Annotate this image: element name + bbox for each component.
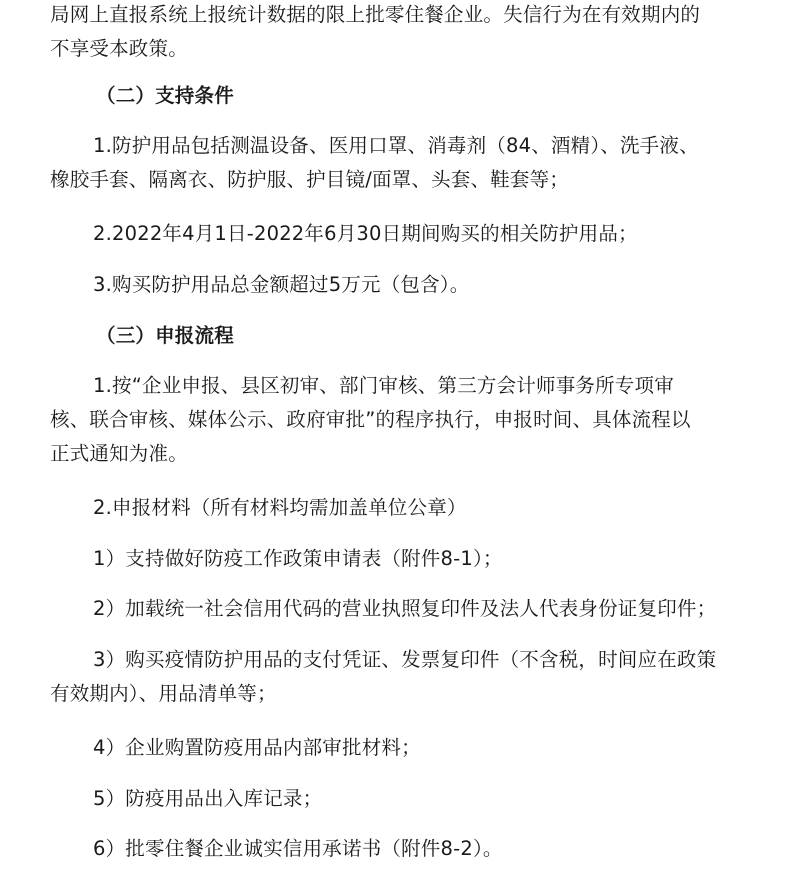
section-heading-support-conditions: （二）支持条件 [96, 84, 234, 107]
paragraph-line: 橡胶手套、隔离衣、防护服、护目镜/面罩、头套、鞋套等； [50, 168, 569, 191]
paragraph-line: 局网上直报系统上报统计数据的限上批零住餐企业。失信行为在有效期内的 [50, 3, 701, 26]
paragraph-line: 核、联合审核、媒体公示、政府审批”的程序执行，申报时间、具体流程以 [50, 408, 691, 431]
list-item: 3）购买疫情防护用品的支付凭证、发票复印件（不含税，时间应在政策 [93, 648, 717, 671]
paragraph-line: 3.购买防护用品总金额超过5万元（包含）。 [93, 273, 470, 296]
list-item: 6）批零住餐企业诚实信用承诺书（附件8-2）。 [93, 837, 503, 860]
paragraph-line: 不享受本政策。 [50, 37, 188, 60]
paragraph-line: 1.防护用品包括测温设备、医用口罩、消毒剂（84、酒精）、洗手液、 [93, 134, 699, 157]
paragraph-line: 2.2022年4月1日-2022年6月30日期间购买的相关防护用品； [93, 222, 638, 245]
list-item: 5）防疫用品出入库记录； [93, 787, 323, 810]
list-item: 1）支持做好防疫工作政策申请表（附件8-1）； [93, 547, 503, 570]
paragraph-line: 正式通知为准。 [50, 442, 188, 465]
list-item: 2）加载统一社会信用代码的营业执照复印件及法人代表身份证复印件； [93, 597, 717, 620]
list-item: 4）企业购置防疫用品内部审批材料； [93, 736, 421, 759]
paragraph-line: 2.申报材料（所有材料均需加盖单位公章） [93, 496, 467, 519]
section-heading-application-process: （三）申报流程 [96, 324, 234, 347]
paragraph-line: 1.按“企业申报、县区初审、部门审核、第三方会计师事务所专项审 [93, 374, 674, 397]
list-item-continuation: 有效期内）、用品清单等； [50, 682, 277, 705]
